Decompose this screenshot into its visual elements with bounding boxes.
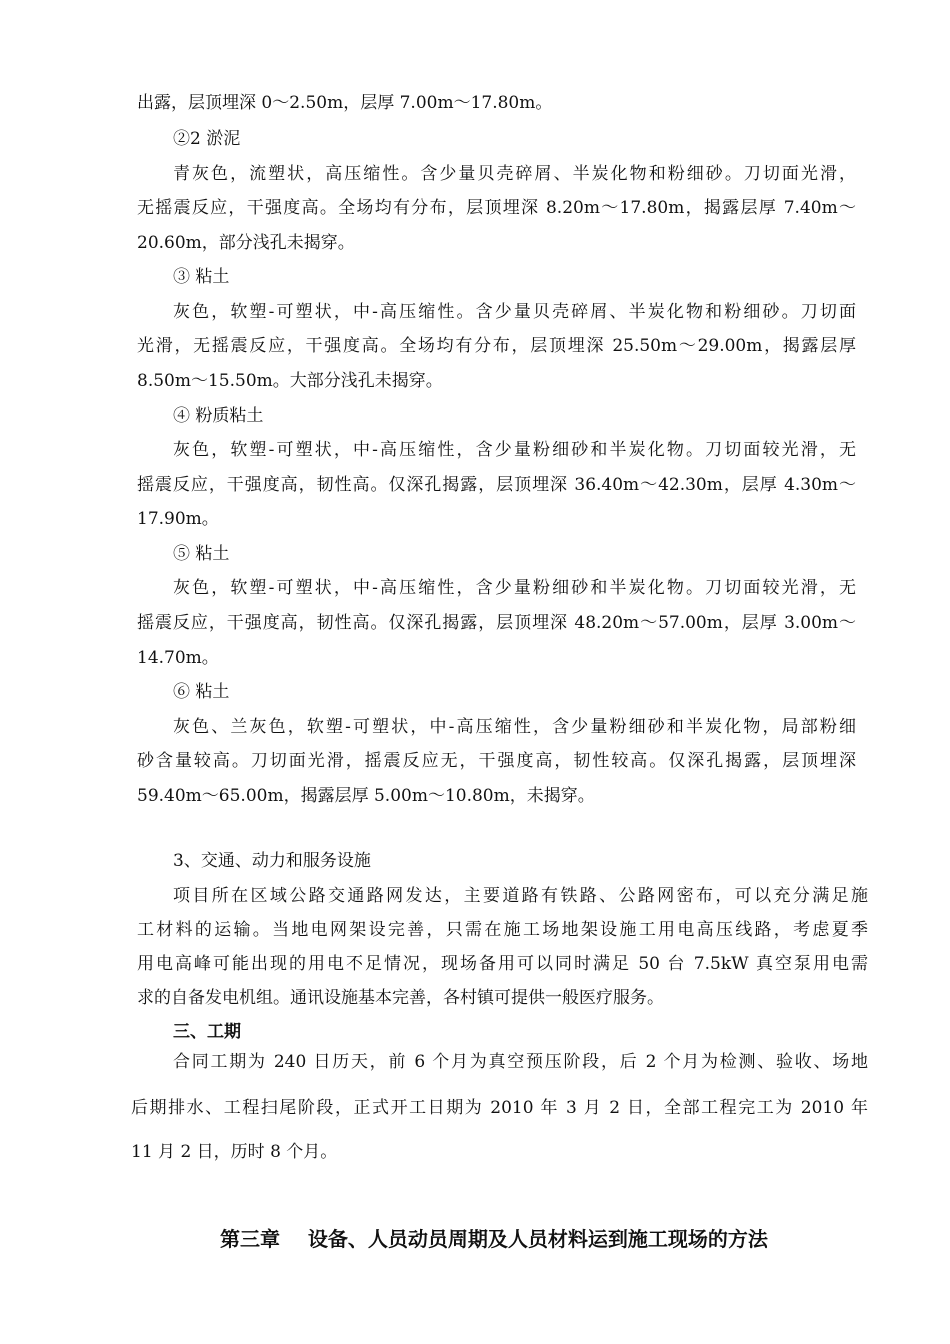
layer-heading-2-2: ②2 淤泥: [173, 129, 241, 149]
section-heading-traffic: 3、交通、动力和服务设施: [173, 851, 371, 871]
paragraph-line: 灰色，软塑-可塑状，中-高压缩性。含少量贝壳碎屑、半炭化物和粉细砂。刀切面: [173, 302, 856, 322]
paragraph-line: 光滑，无摇震反应，干强度高。全场均有分布，层顶埋深 25.50m～29.00m，揭露层厚: [137, 336, 856, 356]
layer-heading-6: ⑥ 粘土: [173, 682, 230, 702]
chapter-title: 第三章 设备、人员动员周期及人员材料运到施工现场的方法: [220, 1227, 768, 1251]
paragraph-line: 灰色、兰灰色，软塑-可塑状，中-高压缩性，含少量粉细砂和半炭化物，局部粉细: [173, 717, 856, 737]
paragraph-line: 11 月 2 日，历时 8 个月。: [131, 1142, 338, 1162]
paragraph-line: 8.50m～15.50m。大部分浅孔未揭穿。: [137, 371, 443, 391]
paragraph-line: 青灰色，流塑状，高压缩性。含少量贝壳碎屑、半炭化物和粉细砂。刀切面光滑，: [173, 164, 856, 184]
paragraph-line: 灰色，软塑-可塑状，中-高压缩性，含少量粉细砂和半炭化物。刀切面较光滑，无: [173, 578, 856, 598]
paragraph-line: 项目所在区域公路交通路网发达，主要道路有铁路、公路网密布，可以充分满足施: [173, 886, 868, 906]
layer-heading-4: ④ 粉质粘土: [173, 406, 264, 426]
paragraph-line: 后期排水、工程扫尾阶段，正式开工日期为 2010 年 3 月 2 日，全部工程完工为 2010 年: [131, 1098, 868, 1118]
paragraph-line: 求的自备发电机组。通讯设施基本完善，各村镇可提供一般医疗服务。: [137, 988, 664, 1008]
paragraph-line: 59.40m～65.00m，揭露层厚 5.00m～10.80m，未揭穿。: [137, 786, 595, 806]
paragraph-line: 砂含量较高。刀切面光滑，摇震反应无，干强度高，韧性较高。仅深孔揭露，层顶埋深: [137, 751, 856, 771]
paragraph-line: 17.90m。: [137, 509, 219, 529]
paragraph-line: 14.70m。: [137, 648, 219, 668]
paragraph-line: 用电高峰可能出现的用电不足情况，现场备用可以同时满足 50 台 7.5kW 真空泵用电需: [137, 954, 868, 974]
paragraph-line: 合同工期为 240 日历天，前 6 个月为真空预压阶段，后 2 个月为检测、验收、场地: [173, 1052, 868, 1072]
layer-heading-5: ⑤ 粘土: [173, 544, 230, 564]
paragraph-line: 无摇震反应，干强度高。全场均有分布，层顶埋深 8.20m～17.80m，揭露层厚 7.40m～: [137, 198, 856, 218]
paragraph-line: 20.60m，部分浅孔未揭穿。: [137, 233, 355, 253]
paragraph-line: 摇震反应，干强度高，韧性高。仅深孔揭露，层顶埋深 36.40m～42.30m，层厚 4.30m～: [137, 475, 856, 495]
section-heading-schedule: 三、工期: [173, 1022, 241, 1042]
paragraph-line: 出露，层顶埋深 0～2.50m，层厚 7.00m～17.80m。: [137, 93, 553, 113]
paragraph-line: 摇震反应，干强度高，韧性高。仅深孔揭露，层顶埋深 48.20m～57.00m，层厚 3.00m～: [137, 613, 856, 633]
paragraph-line: 工材料的运输。当地电网架设完善，只需在施工场地架设施工用电高压线路，考虑夏季: [137, 920, 868, 940]
layer-heading-3: ③ 粘土: [173, 267, 230, 287]
paragraph-line: 灰色，软塑-可塑状，中-高压缩性，含少量粉细砂和半炭化物。刀切面较光滑，无: [173, 440, 856, 460]
